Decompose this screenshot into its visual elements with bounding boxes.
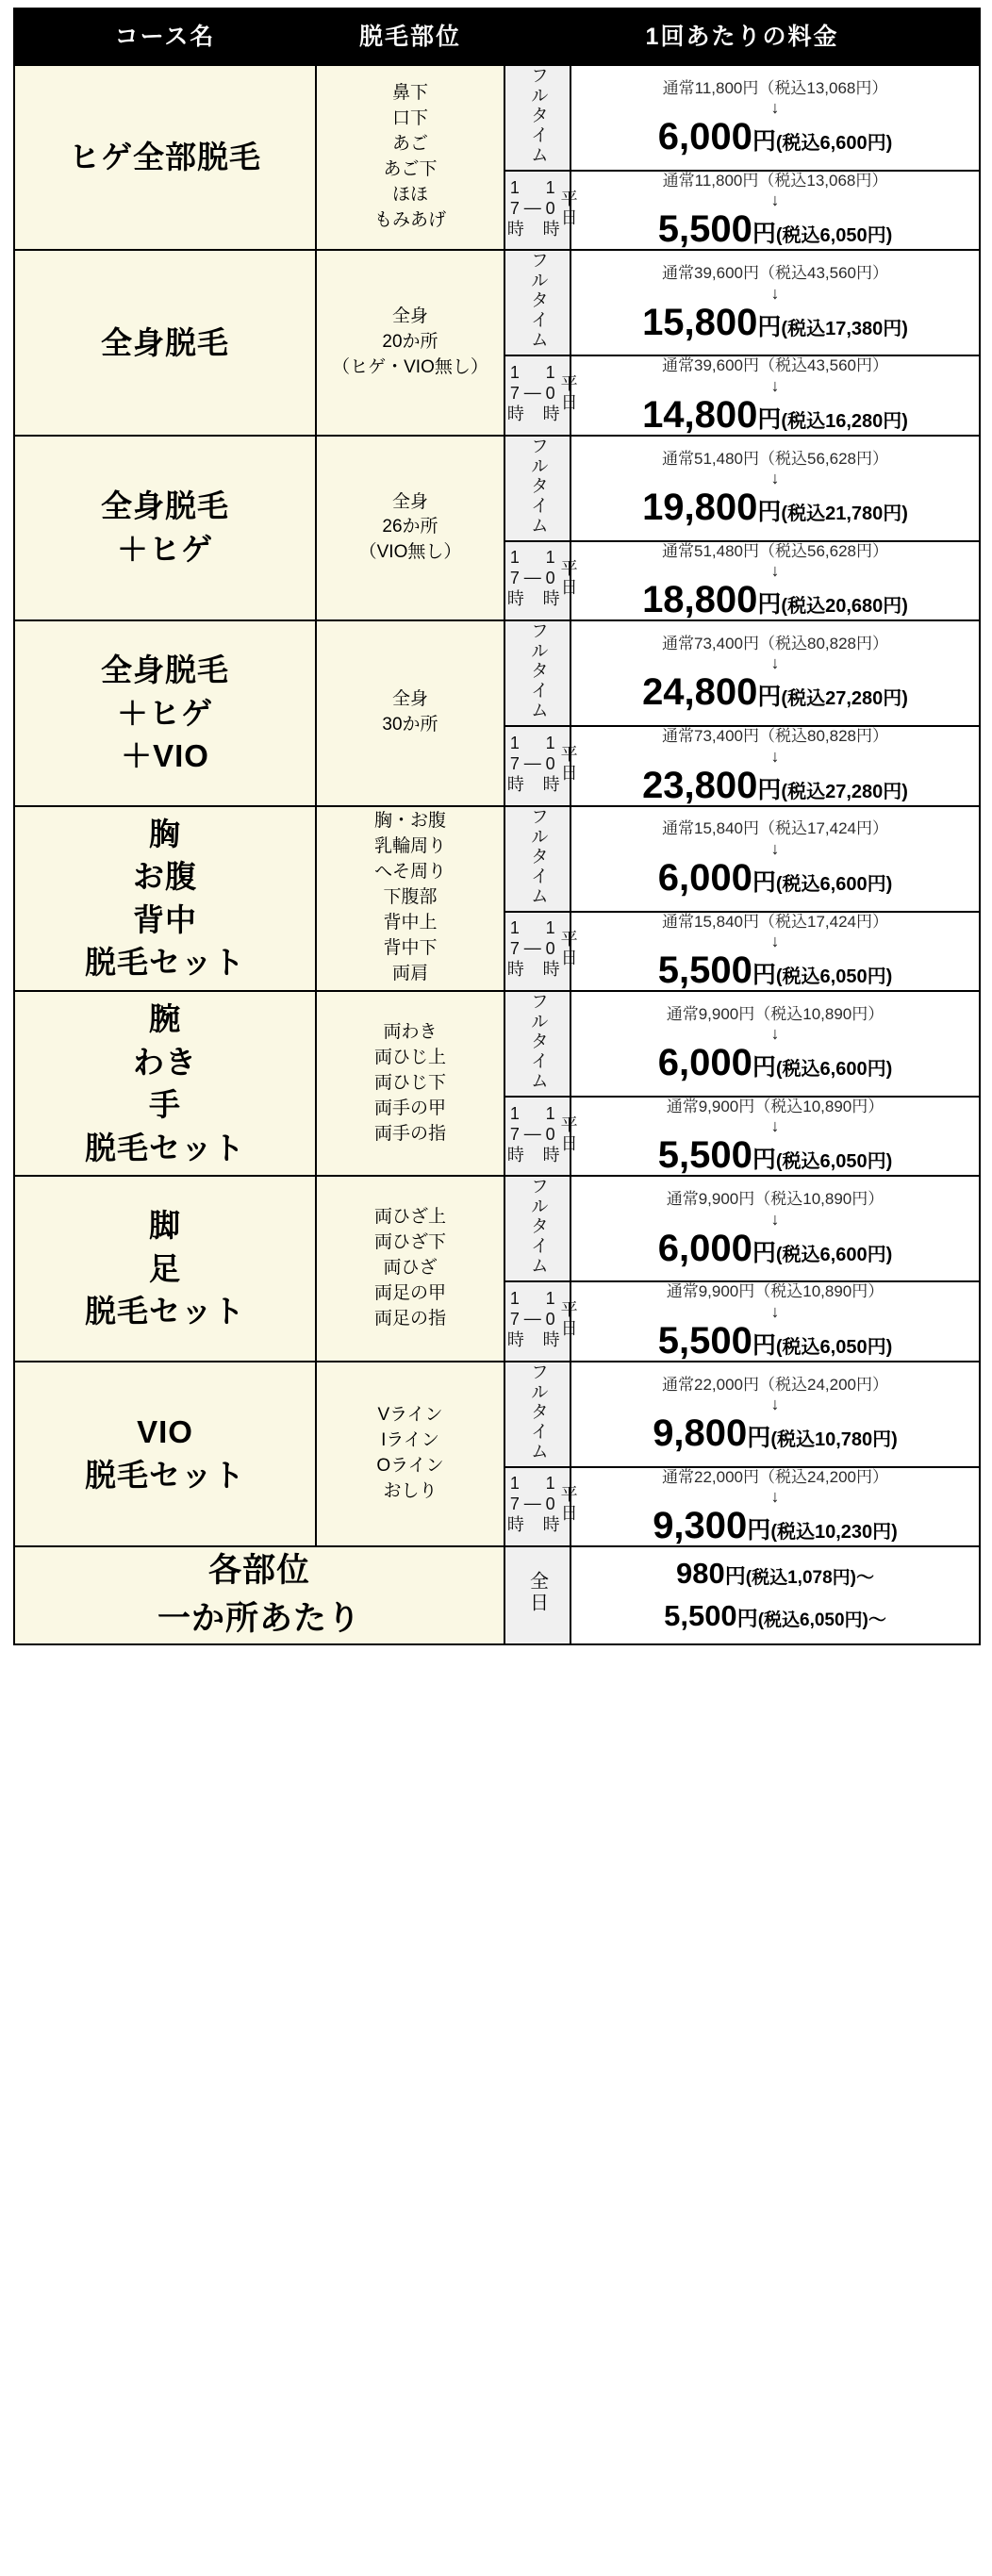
price-tax-included: (税込20,680円) [781,596,908,618]
price-range-max [571,1595,979,1638]
current-price [571,580,979,619]
price-tax-included: (税込6,600円) [775,1059,893,1081]
time-slot-fulltime: フルタイム [504,250,570,355]
price-number: 5,500 [657,208,752,251]
current-price [571,487,979,527]
column-header-area: 脱毛部位 [316,8,504,65]
price-number: 980 [676,1556,725,1590]
current-price [571,1506,979,1545]
original-price: 通常15,840円（税込17,424円） [662,912,888,931]
original-price: 通常11,800円（税込13,068円） [662,78,888,97]
down-arrow-icon: ↓ [770,1394,780,1413]
treatment-area: 両わき 両ひじ上 両ひじ下 両手の甲 両手の指 [316,991,504,1176]
price-cell [570,806,980,912]
original-price: 通常9,900円（税込10,890円） [666,1097,885,1115]
down-arrow-icon: ↓ [770,190,780,210]
original-price: 通常11,800円（税込13,068円） [662,172,888,190]
down-arrow-icon: ↓ [770,1487,780,1507]
price-cell [570,355,980,435]
treatment-area: 鼻下 口下 あご あご下 ほほ もみあげ [316,65,504,250]
column-header-course: コース名 [14,8,316,65]
current-price [571,1413,979,1453]
table-body [14,65,980,1644]
table-header [14,8,980,65]
price-cell [570,541,980,620]
price-tax-included: (税込6,600円) [775,1244,893,1265]
treatment-area: 両ひざ上 両ひざ下 両ひざ 両足の甲 両足の指 [316,1176,504,1361]
down-arrow-icon: ↓ [770,561,780,581]
treatment-area: 全身 20か所 （ヒゲ・VIO無し） [316,250,504,435]
table-row [14,991,980,1097]
down-arrow-icon: ↓ [770,653,780,673]
price-number: 24,800 [642,671,758,714]
table-row [14,436,980,541]
price-number: 19,800 [642,486,758,528]
price-number: 23,800 [642,764,758,806]
course-name: ヒゲ全部脱毛 [14,65,316,250]
price-cell [570,991,980,1097]
original-price: 通常73,400円（税込80,828円） [662,634,888,652]
price-cell [570,436,980,541]
price-cell [570,1097,980,1176]
original-price: 通常39,600円（税込43,560円） [662,264,888,283]
price-number: 9,300 [653,1505,748,1547]
price-cell-per-area [570,1546,980,1644]
current-price [571,1135,979,1175]
time-slot-fulltime: フルタイム [504,1176,570,1281]
price-yen: 円 [736,1606,758,1630]
course-name: VIO 脱毛セット [14,1362,316,1546]
price-yen: 円 [747,1424,771,1451]
original-price: 通常51,480円（税込56,628円） [662,449,888,468]
price-cell [570,912,980,991]
price-cell [570,1281,980,1361]
table-row [14,1176,980,1281]
time-slot-weekday: 平日 10時 — 17時 [504,726,570,805]
course-name: 全身脱毛 ＋ヒゲ [14,436,316,620]
course-name: 腕 わき 手 脱毛セット [14,991,316,1176]
price-number: 5,500 [657,1134,752,1177]
column-header-price: 1回あたりの料金 [504,8,980,65]
price-yen: 円 [752,1239,776,1266]
current-price [571,858,979,898]
price-number: 6,000 [657,116,752,158]
price-tax-included: (税込6,600円) [775,873,893,895]
price-cell [570,726,980,805]
time-slot-weekday: 平日 10時 — 17時 [504,171,570,250]
original-price: 通常22,000円（税込24,200円） [662,1467,888,1486]
current-price [571,303,979,342]
price-tax-included: (税込10,230円) [770,1522,898,1544]
down-arrow-icon: ↓ [770,375,780,395]
price-yen: 円 [747,1517,771,1544]
price-number: 9,800 [653,1412,748,1454]
price-yen: 円 [752,961,776,988]
time-slot-weekday: 平日 10時 — 17時 [504,355,570,435]
current-price [571,766,979,805]
table-row-per-area [14,1546,980,1644]
price-number: 6,000 [657,1042,752,1084]
down-arrow-icon: ↓ [770,1301,780,1321]
price-tax-included: (税込6,050円) [775,225,893,247]
price-number: 5,500 [657,949,752,991]
price-yen: 円 [752,1054,776,1082]
price-tax-included: (税込6,050円) [775,1336,893,1358]
course-name-per-area: 各部位 一か所あたり [14,1546,504,1644]
price-tax-included: (税込6,050円)～ [757,1610,886,1630]
time-slot-allday: 全日 [504,1546,570,1644]
original-price: 通常15,840円（税込17,424円） [662,819,888,838]
down-arrow-icon: ↓ [770,98,780,118]
current-price [571,117,979,157]
price-tax-included: (税込27,280円) [781,781,908,802]
original-price: 通常73,400円（税込80,828円） [662,727,888,746]
price-number: 15,800 [642,301,758,343]
price-cell [570,620,980,726]
price-yen: 円 [752,221,776,248]
treatment-area: 全身 26か所 （VIO無し） [316,436,504,620]
time-slot-weekday: 平日 10時 — 17時 [504,541,570,620]
table-row [14,250,980,355]
table-row [14,1362,980,1467]
current-price [571,1229,979,1268]
price-tax-included: (税込6,050円) [775,1151,893,1173]
course-name: 全身脱毛 [14,250,316,435]
time-slot-weekday: 平日 10時 — 17時 [504,912,570,991]
current-price [571,1321,979,1361]
original-price: 通常51,480円（税込56,628円） [662,541,888,560]
down-arrow-icon: ↓ [770,1024,780,1044]
price-tax-included: (税込1,078円)～ [745,1567,874,1588]
current-price [571,395,979,435]
down-arrow-icon: ↓ [770,838,780,858]
table-row [14,806,980,912]
price-yen: 円 [757,776,782,803]
time-slot-fulltime: フルタイム [504,65,570,171]
original-price: 通常22,000円（税込24,200円） [662,1375,888,1394]
time-slot-weekday: 平日 10時 — 17時 [504,1097,570,1176]
current-price [571,209,979,249]
price-tax-included: (税込6,600円) [775,133,893,155]
treatment-area: Vライン Iライン Oライン おしり [316,1362,504,1546]
treatment-area: 胸・お腹 乳輪周り へそ周り 下腹部 背中上 背中下 両肩 [316,806,504,991]
down-arrow-icon: ↓ [770,931,780,950]
price-yen: 円 [724,1563,746,1588]
price-yen: 円 [752,868,776,896]
down-arrow-icon: ↓ [770,1209,780,1229]
price-yen: 円 [757,591,782,619]
time-slot-fulltime: フルタイム [504,1362,570,1467]
time-slot-weekday: 平日 10時 — 17時 [504,1281,570,1361]
price-tax-included: (税込16,280円) [781,410,908,432]
table-row [14,620,980,726]
price-tax-included: (税込27,280円) [781,688,908,710]
original-price: 通常9,900円（税込10,890円） [666,1004,885,1023]
price-yen: 円 [757,498,782,525]
price-tax-included: (税込6,050円) [775,966,893,987]
down-arrow-icon: ↓ [770,468,780,487]
time-slot-fulltime: フルタイム [504,806,570,912]
current-price [571,1043,979,1082]
course-name: 胸 お腹 背中 脱毛セット [14,806,316,991]
down-arrow-icon: ↓ [770,1116,780,1136]
time-slot-fulltime: フルタイム [504,436,570,541]
price-yen: 円 [757,405,782,433]
price-range-min [571,1553,979,1595]
table-row [14,65,980,171]
price-number: 6,000 [657,1227,752,1269]
price-yen: 円 [757,313,782,340]
table-header-row [14,8,980,65]
down-arrow-icon: ↓ [770,746,780,766]
price-number: 18,800 [642,579,758,621]
price-tax-included: (税込21,780円) [781,503,908,524]
original-price: 通常9,900円（税込10,890円） [666,1190,885,1209]
price-number: 14,800 [642,393,758,436]
price-cell [570,1467,980,1546]
time-slot-fulltime: フルタイム [504,620,570,726]
price-number: 5,500 [664,1598,737,1632]
original-price: 通常9,900円（税込10,890円） [666,1282,885,1301]
time-slot-weekday: 平日 10時 — 17時 [504,1467,570,1546]
price-tax-included: (税込10,780円) [770,1428,898,1450]
treatment-area: 全身 30か所 [316,620,504,805]
down-arrow-icon: ↓ [770,283,780,303]
current-price [571,672,979,712]
course-name: 脚 足 脱毛セット [14,1176,316,1361]
price-table [13,8,981,1645]
price-cell [570,250,980,355]
price-cell [570,65,980,171]
price-cell [570,1176,980,1281]
time-slot-fulltime: フルタイム [504,991,570,1097]
price-yen: 円 [752,1331,776,1359]
price-cell [570,171,980,250]
price-yen: 円 [752,1147,776,1174]
price-number: 5,500 [657,1319,752,1362]
original-price: 通常39,600円（税込43,560円） [662,356,888,375]
price-tax-included: (税込17,380円) [781,318,908,339]
price-yen: 円 [752,128,776,156]
price-cell [570,1362,980,1467]
price-number: 6,000 [657,856,752,899]
price-yen: 円 [757,684,782,711]
course-name: 全身脱毛 ＋ヒゲ ＋VIO [14,620,316,805]
current-price [571,950,979,990]
